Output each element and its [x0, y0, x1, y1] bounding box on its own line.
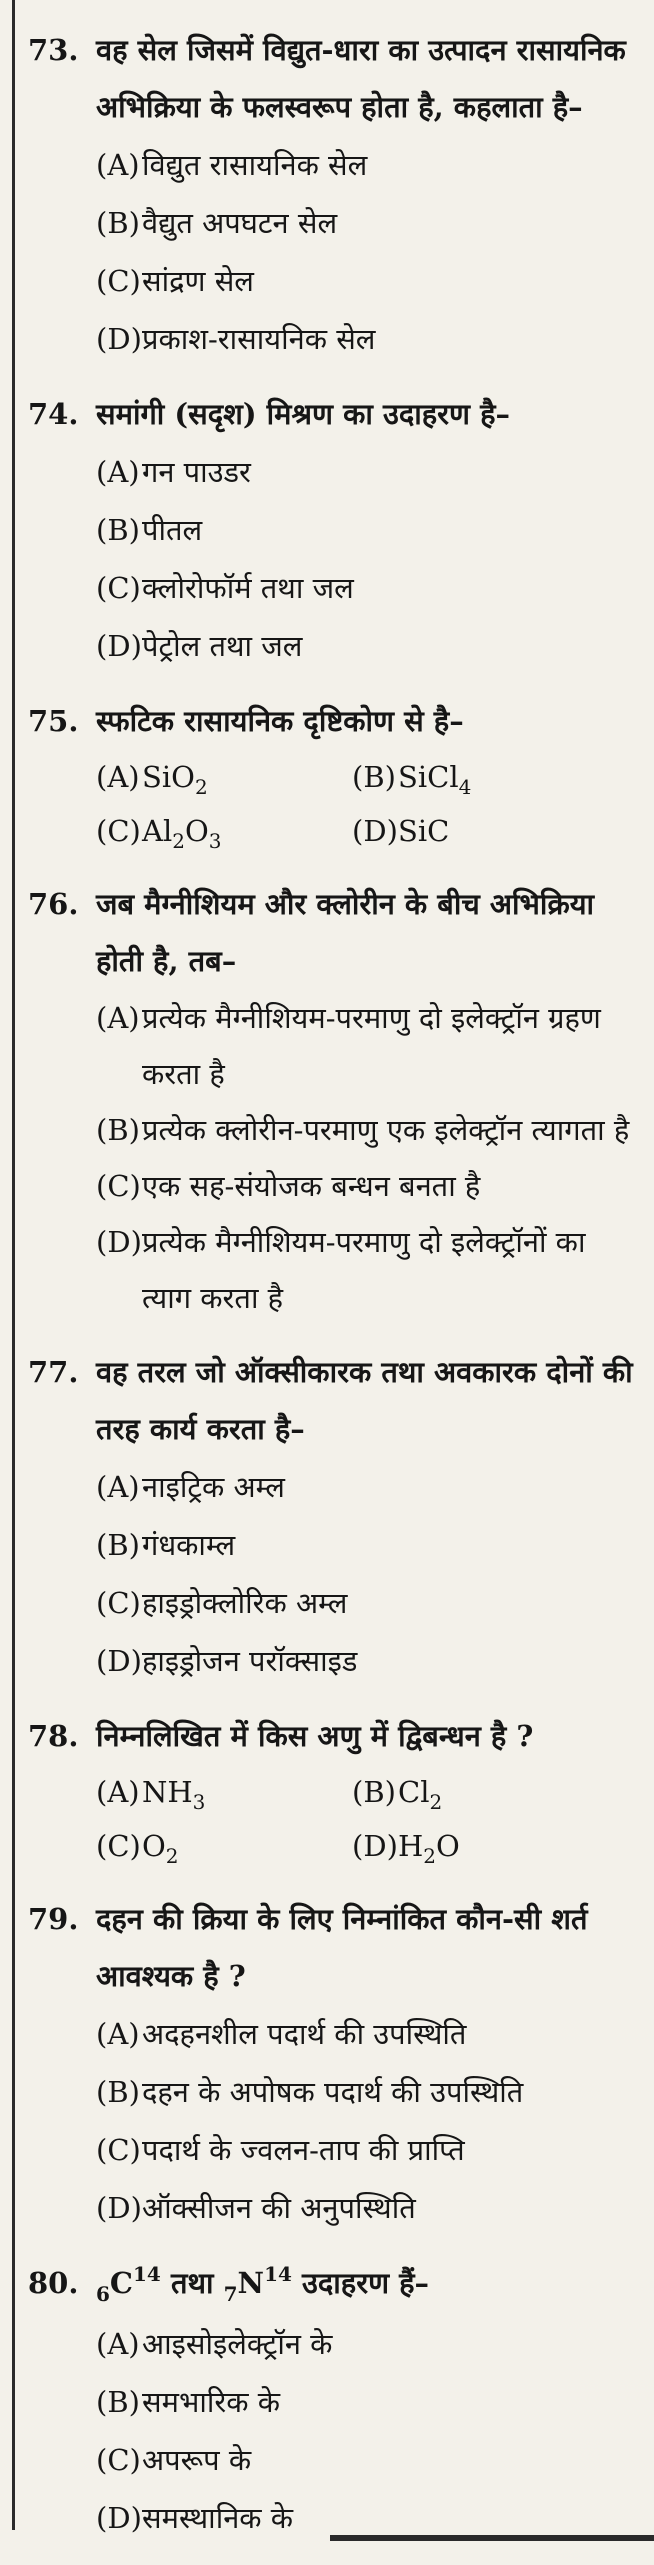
option-label: (D) [96, 322, 142, 356]
option-text: पदार्थ के ज्वलन-ताप की प्राप्ति [142, 2133, 465, 2167]
option-label: (B) [352, 760, 396, 794]
question-number: 74. [28, 397, 79, 431]
option-c [96, 804, 352, 858]
option-a [96, 1765, 352, 1819]
option-text: प्रत्येक मैग्नीशियम-परमाणु दो इलेक्ट्रॉन ग्रहण करता है [142, 1001, 601, 1091]
option-c [96, 1158, 640, 1214]
question-number: 75. [28, 704, 79, 738]
option-a [96, 2315, 640, 2373]
option-label: (A) [96, 2017, 140, 2051]
stem-tail: उदाहरण हैं– [291, 2266, 430, 2300]
formula-part: NH [142, 1775, 193, 1809]
option-text: ऑक्सीजन की अनुपस्थिति [142, 2191, 416, 2225]
question-text: वह तरल जो ऑक्सीकारक तथा अवकारक दोनों की तरह कार्य करता है– [96, 1355, 633, 1446]
option-label: (B) [352, 1775, 396, 1809]
option-c [96, 559, 640, 617]
option-text: समस्थानिक के [142, 2501, 294, 2535]
question-list [28, 22, 640, 2565]
option-d [96, 617, 640, 675]
option-text: वैद्युत अपघटन सेल [142, 206, 338, 240]
element-symbol: C [109, 2266, 134, 2300]
option-label: (C) [96, 2133, 141, 2167]
formula-cl2 [398, 1765, 640, 1819]
option-text: सांद्रण सेल [142, 264, 254, 298]
formula-part: Cl [427, 760, 459, 794]
option-label: (A) [96, 2327, 140, 2361]
option-a [96, 1458, 640, 1516]
formula-subscript: 3 [208, 828, 222, 853]
formula-nh3 [142, 1765, 352, 1819]
formula-part: Si [398, 760, 428, 794]
question-number: 80. [28, 2266, 79, 2300]
option-label: (D) [96, 1225, 142, 1259]
option-text: प्रकाश-रासायनिक सेल [142, 322, 376, 356]
formula-part: Al [142, 814, 173, 848]
option-text: क्लोरोफॉर्म तथा जल [142, 571, 354, 605]
option-a [96, 2005, 640, 2063]
option-text: गन पाउडर [142, 455, 251, 489]
left-margin-rule [12, 0, 15, 2530]
question-number: 78. [28, 1719, 79, 1753]
option-text: अदहनशील पदार्थ की उपस्थिति [142, 2017, 467, 2051]
option-c [96, 2431, 640, 2489]
option-label: (D) [96, 629, 142, 663]
question-75 [28, 693, 640, 858]
option-label: (A) [96, 455, 140, 489]
question-73 [28, 22, 640, 368]
formula-part: Si [142, 760, 172, 794]
formula-part: Cl [398, 1775, 430, 1809]
option-b [96, 194, 640, 252]
formula-subscript: 2 [194, 774, 208, 799]
option-text: आइसोइलेक्ट्रॉन के [142, 2327, 333, 2361]
question-number: 76. [28, 887, 79, 921]
option-text: हाइड्रोजन परॉक्साइड [142, 1644, 358, 1678]
question-77 [28, 1344, 640, 1690]
option-label: (A) [96, 148, 140, 182]
option-label: (D) [96, 2191, 142, 2225]
option-label: (C) [96, 814, 141, 848]
option-b [96, 1102, 640, 1158]
option-label: (B) [96, 2385, 140, 2419]
option-label: (D) [352, 814, 398, 848]
formula-part: O [171, 760, 195, 794]
option-c [96, 252, 640, 310]
formula-subscript: 4 [458, 774, 472, 799]
stem-connector: तथा [160, 2266, 224, 2300]
option-text: गंधकाम्ल [142, 1528, 236, 1562]
option-d [96, 310, 640, 368]
option-label: (B) [96, 1528, 140, 1562]
formula-subscript: 3 [192, 1789, 206, 1814]
option-label: (D) [96, 2501, 142, 2535]
option-label: (D) [352, 1829, 398, 1863]
option-d [96, 1214, 640, 1326]
option-label: (A) [96, 1001, 140, 1035]
option-text: अपरूप के [142, 2443, 252, 2477]
question-number: 73. [28, 33, 79, 67]
option-text: नाइट्रिक अम्ल [142, 1470, 285, 1504]
formula-part: O [142, 1829, 166, 1863]
option-a [96, 443, 640, 501]
question-text: वह सेल जिसमें विद्युत-धारा का उत्पादन रासायनिक अभिक्रिया के फलस्वरूप होता है, कहलाता है– [96, 33, 626, 124]
option-label: (D) [96, 1644, 142, 1678]
option-label: (B) [96, 206, 140, 240]
formula-subscript: 2 [423, 1843, 437, 1868]
option-label: (B) [96, 513, 140, 547]
option-d [352, 1819, 640, 1873]
formula-part: O [436, 1829, 460, 1863]
option-label: (C) [96, 1829, 141, 1863]
option-b [96, 2063, 640, 2121]
option-text: एक सह-संयोजक बन्धन बनता है [142, 1169, 481, 1203]
question-text [96, 2255, 640, 2315]
option-a [96, 136, 640, 194]
option-label: (A) [96, 760, 140, 794]
question-80 [28, 2255, 640, 2547]
question-text: समांगी (सदृश) मिश्रण का उदाहरण है– [96, 397, 511, 431]
option-label: (B) [96, 2075, 140, 2109]
option-d [96, 2179, 640, 2237]
option-label: (A) [96, 1775, 140, 1809]
option-a [96, 750, 352, 804]
question-78 [28, 1708, 640, 1873]
option-text: विद्युत रासायनिक सेल [142, 148, 368, 182]
option-label: (A) [96, 1470, 140, 1504]
option-text: प्रत्येक मैग्नीशियम-परमाणु दो इलेक्ट्रॉनों का त्याग करता है [142, 1225, 586, 1315]
option-text: पीतल [142, 513, 203, 547]
mass-number: 14 [133, 2262, 161, 2286]
option-label: (C) [96, 571, 141, 605]
option-b [96, 501, 640, 559]
atomic-number: 7 [223, 2282, 238, 2306]
mass-number: 14 [264, 2262, 292, 2286]
question-text: स्फटिक रासायनिक दृष्टिकोण से है– [96, 704, 464, 738]
option-label: (C) [96, 264, 141, 298]
formula-o2 [142, 1819, 352, 1873]
option-text: समभारिक के [142, 2385, 280, 2419]
formula-sio2 [142, 750, 352, 804]
formula-part: H [398, 1829, 424, 1863]
option-text: दहन के अपोषक पदार्थ की उपस्थिति [142, 2075, 524, 2109]
option-text: पेट्रोल तथा जल [142, 629, 303, 663]
option-c [96, 1574, 640, 1632]
option-b [352, 1765, 640, 1819]
question-76 [28, 876, 640, 1326]
option-d [96, 1632, 640, 1690]
option-label: (C) [96, 1586, 141, 1620]
question-74 [28, 386, 640, 675]
option-text: प्रत्येक क्लोरीन-परमाणु एक इलेक्ट्रॉन त्यागता है [142, 1113, 630, 1147]
formula-subscript: 2 [165, 1843, 179, 1868]
option-text: SiC [398, 814, 450, 848]
question-text: जब मैग्नीशियम और क्लोरीन के बीच अभिक्रिया होती है, तब– [96, 887, 595, 978]
formula-subscript: 2 [429, 1789, 443, 1814]
option-label: (B) [96, 1113, 140, 1147]
atomic-number: 6 [96, 2282, 110, 2306]
option-text: हाइड्रोक्लोरिक अम्ल [142, 1586, 348, 1620]
option-d [96, 2489, 640, 2547]
option-b [352, 750, 640, 804]
question-number: 77. [28, 1355, 79, 1389]
question-text: निम्नलिखित में किस अणु में द्विबन्धन है ? [96, 1719, 534, 1753]
option-b [96, 1516, 640, 1574]
question-79 [28, 1891, 640, 2237]
formula-al2o3 [142, 804, 352, 858]
option-c [96, 1819, 352, 1873]
element-symbol: N [237, 2266, 265, 2300]
formula-subscript: 2 [172, 828, 185, 853]
option-c [96, 2121, 640, 2179]
question-number: 79. [28, 1902, 79, 1936]
option-label: (C) [96, 1169, 141, 1203]
option-a [96, 990, 640, 1102]
option-label: (C) [96, 2443, 141, 2477]
option-b [96, 2373, 640, 2431]
formula-part: O [184, 814, 209, 848]
option-d [352, 804, 640, 858]
formula-sicl4 [398, 750, 640, 804]
formula-h2o [398, 1819, 640, 1873]
question-text: दहन की क्रिया के लिए निम्नांकित कौन-सी शर्त आवश्यक है ? [96, 1902, 588, 1993]
